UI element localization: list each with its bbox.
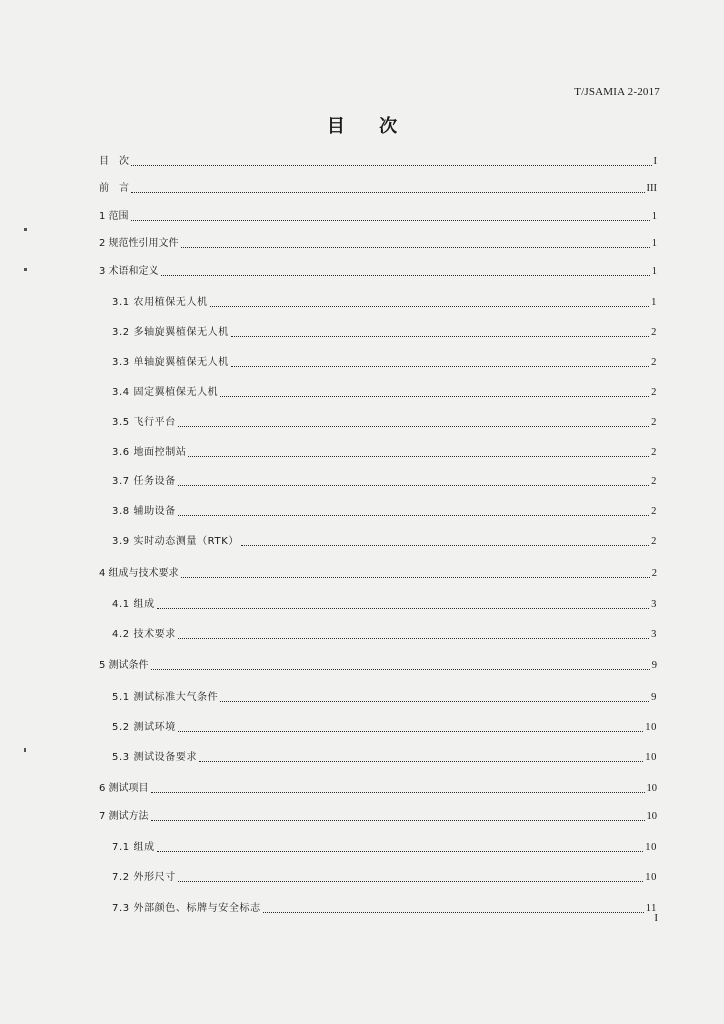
toc-entry-page: 1	[651, 211, 657, 222]
toc-entry-label: 3.9 实时动态测量（RTK）	[112, 536, 239, 547]
toc-entry-label: 3 术语和定义	[99, 266, 159, 277]
toc-entry[interactable]	[112, 901, 657, 915]
footer-page-number: I	[654, 912, 658, 924]
dot-leader	[178, 731, 643, 732]
toc-entry[interactable]	[112, 870, 657, 884]
toc-entry-label: 3.2 多轴旋翼植保无人机	[112, 327, 229, 338]
toc-entry-page: 11	[645, 903, 657, 914]
toc-entry-page: 3	[651, 629, 657, 640]
toc-entry-page: 2	[651, 327, 657, 338]
toc-entry-label: 7.1 组成	[112, 842, 155, 853]
dot-leader	[161, 275, 650, 276]
dot-leader	[157, 851, 644, 852]
toc-entry-label: 3.5 飞行平台	[112, 417, 176, 428]
toc-entry-page: 10	[645, 872, 657, 883]
toc-entry-label: 1 范围	[99, 211, 129, 222]
dot-leader	[151, 792, 645, 793]
toc-entry-label: 5.3 测试设备要求	[112, 752, 198, 763]
toc-entry[interactable]	[112, 720, 657, 734]
dot-leader	[188, 456, 649, 457]
toc-entry[interactable]	[112, 295, 657, 309]
dot-leader	[210, 306, 649, 307]
dot-leader	[220, 701, 649, 702]
dot-leader	[263, 912, 644, 913]
toc-entry[interactable]	[112, 385, 657, 399]
toc-entry-page: 2	[651, 536, 657, 547]
toc-entry-page: 2	[651, 417, 657, 428]
toc-entry-page: 1	[651, 266, 657, 277]
dot-leader	[231, 336, 649, 337]
dot-leader	[178, 515, 649, 516]
toc-entry-label: 3.7 任务设备	[112, 476, 176, 487]
dot-leader	[178, 638, 649, 639]
toc-entry-label: 3.1 农用植保无人机	[112, 297, 208, 308]
toc-entry-page: 10	[646, 811, 657, 822]
toc-entry-label: 2 规范性引用文件	[99, 238, 179, 249]
dot-leader	[178, 426, 649, 427]
toc-entry-label: 3.6 地面控制站	[112, 447, 187, 458]
toc-entry-page: III	[646, 183, 657, 194]
toc-entry-page: 1	[651, 297, 657, 308]
toc-entry[interactable]	[112, 597, 657, 611]
toc-entry-page: 9	[651, 692, 657, 703]
toc-entry-label: 3.3 单轴旋翼植保无人机	[112, 357, 229, 368]
toc-entry-page: 1	[651, 238, 657, 249]
toc-entry[interactable]	[112, 355, 657, 369]
dot-leader	[131, 192, 645, 193]
toc-entry[interactable]	[99, 566, 657, 580]
dot-leader	[151, 669, 650, 670]
toc-entry-label: 5 测试条件	[99, 660, 149, 671]
toc-entry-page: 10	[646, 783, 657, 794]
toc-entry[interactable]	[99, 181, 657, 195]
toc-entry[interactable]	[99, 781, 657, 795]
toc-entry-page: 10	[645, 722, 657, 733]
toc-entry[interactable]	[99, 658, 657, 672]
toc-entry-page: 3	[651, 599, 657, 610]
dot-leader	[181, 247, 650, 248]
scan-mark	[24, 268, 27, 271]
toc-entry-label: 5.1 测试标准大气条件	[112, 692, 219, 703]
toc-entry-label: 4.1 组成	[112, 599, 155, 610]
scan-mark	[24, 748, 26, 752]
toc-entry[interactable]	[112, 474, 657, 488]
toc-entry-label: 7.3 外部颜色、标牌与安全标志	[112, 903, 261, 914]
page-title: 目 次	[326, 116, 412, 137]
toc-entry-label: 3.8 辅助设备	[112, 506, 176, 517]
toc-entry[interactable]	[112, 690, 657, 704]
dot-leader	[231, 366, 649, 367]
dot-leader	[151, 820, 645, 821]
toc-entry[interactable]	[112, 534, 657, 548]
toc-entry-label: 5.2 测试环境	[112, 722, 176, 733]
toc-entry[interactable]	[112, 840, 657, 854]
toc-entry-label: 7 测试方法	[99, 811, 149, 822]
toc-entry-page: 2	[651, 387, 657, 398]
toc-entry[interactable]	[112, 504, 657, 518]
toc-entry[interactable]	[99, 236, 657, 250]
toc-entry-page: 10	[645, 752, 657, 763]
toc-entry-page: I	[653, 156, 657, 167]
toc-entry-label: 4 组成与技术要求	[99, 568, 179, 579]
toc-entry-label: 7.2 外形尺寸	[112, 872, 176, 883]
dot-leader	[199, 761, 643, 762]
toc-entry[interactable]	[99, 264, 657, 278]
toc-entry[interactable]	[112, 445, 657, 459]
toc-entry-label: 前 言	[99, 183, 129, 194]
document-id: T/JSAMIA 2-2017	[574, 86, 660, 98]
toc-entry-page: 2	[651, 357, 657, 368]
toc-entry-page: 2	[651, 506, 657, 517]
toc-entry[interactable]	[112, 325, 657, 339]
toc-entry-label: 3.4 固定翼植保无人机	[112, 387, 219, 398]
toc-entry-page: 9	[651, 660, 657, 671]
toc-entry-page: 10	[645, 842, 657, 853]
toc-entry-label: 目 次	[99, 156, 129, 167]
toc-entry[interactable]	[112, 750, 657, 764]
toc-entry[interactable]	[99, 154, 657, 168]
dot-leader	[131, 220, 650, 221]
toc-entry[interactable]	[112, 415, 657, 429]
toc-entry[interactable]	[99, 209, 657, 223]
toc-entry-page: 2	[651, 476, 657, 487]
dot-leader	[131, 165, 652, 166]
dot-leader	[241, 545, 649, 546]
dot-leader	[220, 396, 649, 397]
dot-leader	[157, 608, 649, 609]
toc-entry-page: 2	[651, 447, 657, 458]
toc-entry-page: 2	[651, 568, 657, 579]
toc-entry[interactable]	[112, 627, 657, 641]
scan-mark	[24, 228, 27, 231]
dot-leader	[181, 577, 650, 578]
toc-entry-label: 4.2 技术要求	[112, 629, 176, 640]
dot-leader	[178, 485, 649, 486]
toc-entry[interactable]	[99, 809, 657, 823]
dot-leader	[178, 881, 643, 882]
toc-entry-label: 6 测试项目	[99, 783, 149, 794]
